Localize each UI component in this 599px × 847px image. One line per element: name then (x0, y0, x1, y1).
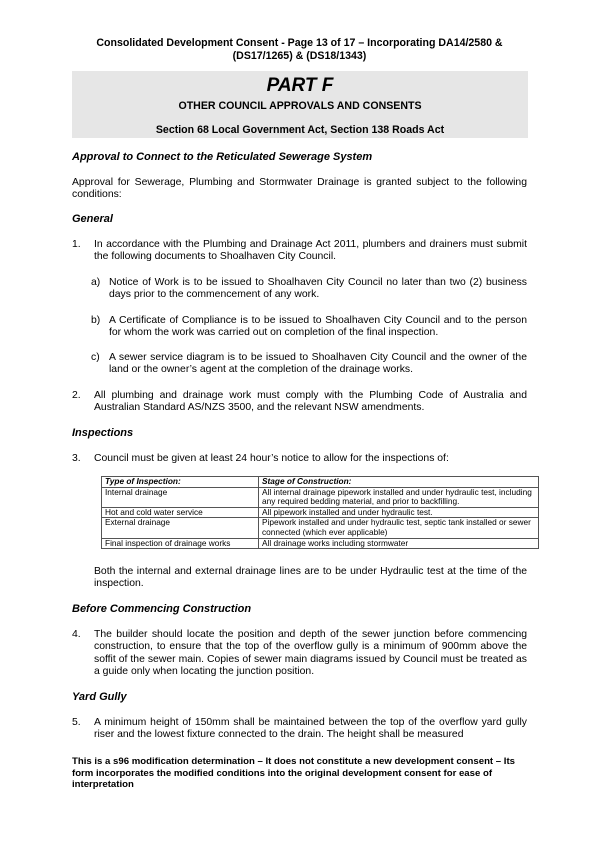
item-1-number: 1. (72, 239, 81, 250)
table-cell: All internal drainage pipework installed and under hydraulic test, including any required bedding material, and prior to backfilling. (259, 487, 539, 507)
table-cell: External drainage (102, 518, 259, 538)
general-heading: General (72, 213, 113, 225)
part-title: PART F (266, 75, 334, 96)
header-line-1: Consolidated Development Consent - Page 13 of 17 – Incorporating DA14/2580 & (96, 37, 503, 49)
table-cell: Hot and cold water service (102, 507, 259, 518)
table-cell: Internal drainage (102, 487, 259, 507)
table-row (102, 487, 539, 507)
table-cell: Final inspection of drainage works (102, 538, 259, 549)
part-section: Section 68 Local Government Act, Section 138 Roads Act (155, 124, 445, 136)
approval-intro: Approval for Sewerage, Plumbing and Stormwater Drainage is granted subject to the following conditions: (72, 177, 527, 201)
item-4-number: 4. (72, 629, 81, 640)
approval-heading: Approval to Connect to the Reticulated Sewerage System (72, 151, 373, 163)
part-subtitle: OTHER COUNCIL APPROVALS AND CONSENTS (178, 100, 422, 112)
table-cell: All drainage works including stormwater (259, 538, 539, 549)
inspection-table (101, 476, 539, 549)
subitem-b-text: A Certificate of Compliance is to be issued to Shoalhaven City Council and to the person for whom the work was carried out on completion of the final inspection. (109, 315, 527, 339)
part-banner (72, 71, 528, 138)
item-3-text: Council must be given at least 24 hour’s notice to allow for the inspections of: (94, 453, 449, 464)
table-row (102, 518, 539, 538)
table-cell: All pipework installed and under hydraulic test. (259, 507, 539, 518)
item-2-number: 2. (72, 390, 81, 401)
item-1-text: In accordance with the Plumbing and Drainage Act 2011, plumbers and drainers must submit the following documents to Shoalhaven City Council. (94, 239, 527, 263)
subitem-a-text: Notice of Work is to be issued to Shoalhaven City Council no later than two (2) business days prior to the commencement of any work. (109, 277, 527, 301)
subitem-a-label: a) (91, 277, 101, 288)
table-cell: Pipework installed and under hydraulic test, septic tank installed or sewer connected (which ever applicable) (259, 518, 539, 538)
subitem-c-text: A sewer service diagram is to be issued to Shoalhaven City Council and the owner of the land or the owner’s agent at the completion of the drainage works. (109, 352, 527, 376)
subitem-c-label: c) (91, 352, 100, 363)
after-table-text: Both the internal and external drainage lines are to be under Hydraulic test at the time of the inspection. (94, 566, 527, 590)
table-header-type: Type of Inspection: (102, 477, 259, 488)
item-5-number: 5. (72, 717, 81, 728)
item-2-text: All plumbing and drainage work must comply with the Plumbing Code of Australia and Australian Standard AS/NZS 3500, and the relevant NSW amendments. (94, 390, 527, 414)
table-row (102, 538, 539, 549)
table-header-stage: Stage of Construction: (259, 477, 539, 488)
item-3-number: 3. (72, 453, 81, 464)
footer-note: This is a s96 modification determination – It does not constitute a new development consent – Its form incorporates the modified conditions into the original development consent for ease of interpretation (72, 756, 515, 791)
item-5-text: A minimum height of 150mm shall be maintained between the top of the overflow yard gully riser and the lowest fixture connected to the drain. The height shall be measured (94, 717, 527, 741)
table-row (102, 507, 539, 518)
before-construction-heading: Before Commencing Construction (72, 603, 252, 615)
item-4-text: The builder should locate the position and depth of the sewer junction before commencing construction, to ensure that the top of the overflow gully is a minimum of 900mm above the soffit of the sewer main. Copies of sewer main diagrams issued by Council must be treated as a guide only when locating the junction position. (94, 629, 527, 678)
table-header-row (102, 477, 539, 488)
inspections-heading: Inspections (72, 427, 134, 439)
header-line-2: (DS17/1265) & (DS18/1343) (232, 50, 367, 62)
subitem-b-label: b) (91, 315, 101, 326)
yard-gully-heading: Yard Gully (72, 691, 127, 703)
